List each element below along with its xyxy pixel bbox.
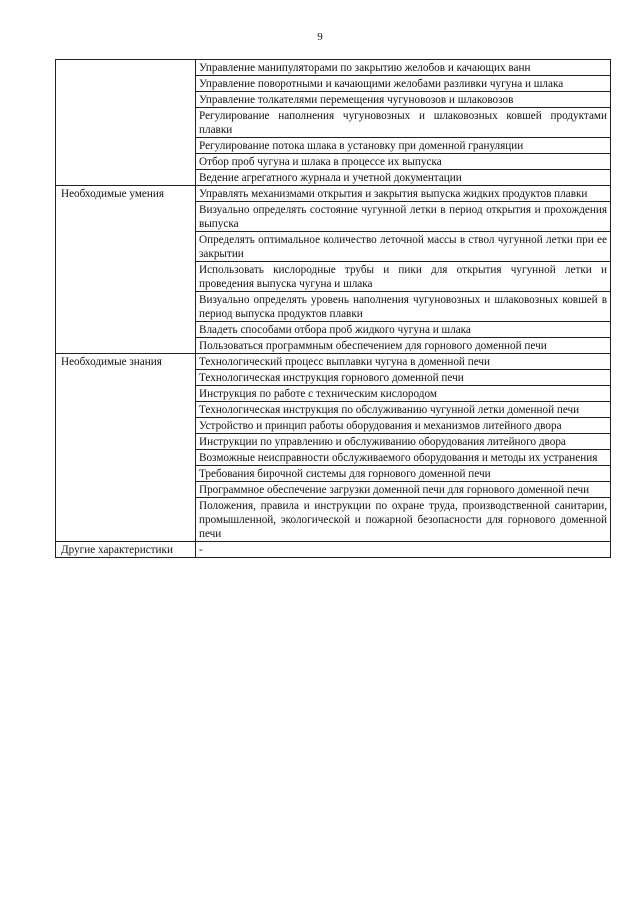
requirement-cell: Управлять механизмами открытия и закрытия выпуска жидких продуктов плавки — [196, 186, 611, 202]
section-label-cell — [56, 354, 196, 542]
requirement-cell: Визуально определять состояние чугунной летки в период открытия и прохождения выпуска — [196, 202, 611, 232]
requirement-cell: Пользоваться программным обеспечением для горнового доменной печи — [196, 338, 611, 354]
requirement-cell: Ведение агрегатного журнала и учетной документации — [196, 170, 611, 186]
section-label-cell — [56, 60, 196, 186]
requirement-cell: Управление манипуляторами по закрытию желобов и качающих ванн — [196, 60, 611, 76]
requirement-cell: Отбор проб чугуна и шлака в процессе их выпуска — [196, 154, 611, 170]
requirement-cell: Управление поворотными и качающими желобами разливки чугуна и шлака — [196, 76, 611, 92]
requirement-cell: Использовать кислородные трубы и пики для открытия чугунной летки и проведения выпуска чугуна и шлака — [196, 262, 611, 292]
requirement-cell: Технологический процесс выплавки чугуна в доменной печи — [196, 354, 611, 370]
requirement-cell: Технологическая инструкция по обслуживанию чугунной летки доменной печи — [196, 402, 611, 418]
section-label: Другие характеристики — [61, 544, 173, 556]
requirement-cell: Визуально определять уровень наполнения чугуновозных и шлаковозных ковшей в период выпуска продуктов плавки — [196, 292, 611, 322]
requirement-cell: Определять оптимальное количество леточной массы в ствол чугунной летки при ее закрытии — [196, 232, 611, 262]
requirements-table — [55, 59, 611, 558]
section-label: Необходимые умения — [61, 188, 164, 200]
requirement-cell: Устройство и принцип работы оборудования и механизмов литейного двора — [196, 418, 611, 434]
table-row — [56, 186, 611, 202]
requirement-cell: Управление толкателями перемещения чугуновозов и шлаковозов — [196, 92, 611, 108]
requirement-cell: Владеть способами отбора проб жидкого чугуна и шлака — [196, 322, 611, 338]
requirement-cell: Возможные неисправности обслуживаемого оборудования и методы их устранения — [196, 450, 611, 466]
requirement-cell: Технологическая инструкция горнового доменной печи — [196, 370, 611, 386]
requirement-cell: Программное обеспечение загрузки доменной печи для горнового доменной печи — [196, 482, 611, 498]
requirement-cell: Регулирование потока шлака в установку при доменной грануляции — [196, 138, 611, 154]
table-row — [56, 542, 611, 558]
page-number: 9 — [317, 31, 323, 43]
requirement-cell: Требования бирочной системы для горнового доменной печи — [196, 466, 611, 482]
requirement-cell: - — [196, 542, 611, 558]
requirement-cell: Положения, правила и инструкции по охране труда, производственной санитарии, промышленной, экологической и пожарной безопасности для горнового доменной печи — [196, 498, 611, 542]
requirement-cell: Инструкция по работе с техническим кислородом — [196, 386, 611, 402]
requirement-cell: Регулирование наполнения чугуновозных и шлаковозных ковшей продуктами плавки — [196, 108, 611, 138]
section-label-cell — [56, 186, 196, 354]
table-row — [56, 354, 611, 370]
table-row — [56, 60, 611, 76]
requirement-cell: Инструкции по управлению и обслуживанию оборудования литейного двора — [196, 434, 611, 450]
section-label-cell — [56, 542, 196, 558]
section-label: Необходимые знания — [61, 356, 162, 368]
